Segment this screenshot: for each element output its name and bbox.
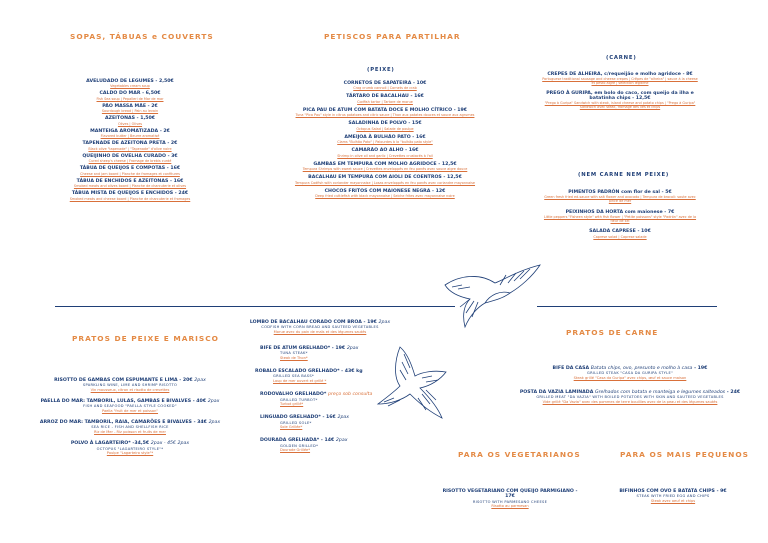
menu-item xyxy=(270,108,500,117)
subsection-peixe: (PEIXE) xyxy=(367,67,395,73)
item-note: 2pax xyxy=(378,320,391,325)
item-english: SEA RICE - FISH AND SHELLFISH RICE xyxy=(91,425,169,430)
item-english: RISOTTO WITH PARMESANO CHEESE xyxy=(472,499,548,504)
item-desc: "Prego à Guripa" Sandwich with steak, island cheese and potato chips | "Prego à Guripa" Sandwich avec steak, fromage des îles et chips xyxy=(544,101,696,110)
item-note: Batata chips, ovo, presunto e molho à casa xyxy=(590,366,693,371)
item-desc: Smoked meats and olives board | Planche de charcuterie et olives xyxy=(73,184,187,189)
subsection-carne: (CARNE) xyxy=(606,55,637,61)
item-french: Steak de Thon* xyxy=(280,355,308,360)
item-title: POLVO À LAGARTEIRO* -34,5€ xyxy=(70,441,150,447)
item-french: Steak avec oeuf et chips xyxy=(650,498,696,503)
menu-item xyxy=(30,104,230,113)
item-desc: Smoked meats and cheese board | Planche de charcuterie et fromages xyxy=(69,196,191,201)
menu-item xyxy=(540,190,700,204)
item-note: 2pax xyxy=(337,415,350,421)
item-desc: Vegetables cream soup xyxy=(110,84,150,89)
item-desc: Olives | Olives xyxy=(117,121,143,126)
section-title-pequenos: PARA OS MAIS PEQUENOS xyxy=(620,450,749,459)
section-title-sopas: SOPAS, TÁBUAS e COUVERTS xyxy=(70,32,214,41)
item-english: CODFISH WITH CORN BREAD AND SAUTEED VEGETABLES xyxy=(261,325,379,330)
item-desc: Black olive "tapenade" | "Tapenade" d'olive noire xyxy=(88,146,172,151)
menu-item xyxy=(260,438,425,452)
item-desc: Caprese salad | Caprese salade xyxy=(593,234,647,239)
menu-item xyxy=(500,366,760,380)
item-title: TÁRTARO DE BACALHAU - 16€ xyxy=(346,94,424,100)
item-desc: Tempura Shrimps with sweet sauce | Crevettes enveloppés en feu panés avec sauce aigre douce xyxy=(302,167,468,172)
item-title: BIFINHOS COM OVO E BATATA CHIPS - 9€ xyxy=(619,489,727,494)
item-title: SALADA CAPRESE - 10€ xyxy=(589,229,651,235)
item-english: TUNA STEAK* xyxy=(280,351,308,356)
item-title: BACALHAU EM TEMPURA COM AIOLI DE COENTROS - 12,5€ xyxy=(308,175,462,181)
item-english: STEAK WITH FRIED EGG AND CHIPS xyxy=(636,494,710,499)
menu-item xyxy=(500,390,760,404)
menu-item xyxy=(30,166,230,175)
item-desc: Flavored butter | Beurre aromatisé xyxy=(100,134,160,139)
item-title: PICA PAU DE ATUM COM BATATA DOCE E MOLHO CÍTRICO - 19€ xyxy=(302,107,468,113)
item-english: OCTOPUS "LAGARTEIRO STYLE"* xyxy=(96,446,164,451)
item-title: TAPENADE DE AZEITONA PRETA - 2€ xyxy=(82,141,178,147)
item-desc: Clams "Bulhão Pato" | Palourdes à la "bulhão pato style" xyxy=(337,140,433,145)
item-french: Risotto au parmesan xyxy=(491,504,529,509)
veg-item xyxy=(440,489,580,508)
item-title: PEIXINHOS DA HORTA com maionese - 7€ xyxy=(565,209,675,215)
item-title: PIMENTOS PADRÓN com flor de sal - 5€ xyxy=(568,190,672,195)
menu-item xyxy=(270,162,500,171)
menu-item xyxy=(215,320,425,334)
menu-item xyxy=(30,91,230,100)
menu-item xyxy=(270,121,500,130)
item-price: - 24€ xyxy=(726,390,741,396)
menu-item xyxy=(20,441,240,455)
item-desc: Deep fried cuttlefish with black mayonnaise | Seiche frites avec mayonnaise noire xyxy=(315,194,455,199)
item-desc: Little peppers "Fisheen style" with fish flower | "Petite poissons" style "Padrón" avec de la fleur de sel xyxy=(543,214,697,224)
seagull-illustration-bottom xyxy=(360,342,470,422)
divider-line xyxy=(537,306,717,307)
kids-item xyxy=(608,489,738,503)
item-title: TÁBUA DE ENCHIDOS E AZEITONAS - 16€ xyxy=(76,178,184,184)
menu-item xyxy=(270,94,500,103)
item-title: PREGO À GURIPA, em bolo do caco, com queijo da ilha e batatinha chips - 12,5€ xyxy=(546,90,694,101)
menu-item xyxy=(20,378,240,392)
menu-item xyxy=(540,91,700,110)
item-french: Morue avec du pain de maïs et des légumes sautés xyxy=(273,329,367,334)
sopas-list xyxy=(30,79,230,204)
item-french: Poulpe "Lagarteiro style"* xyxy=(106,450,154,455)
item-title: RISOTTO DE GAMBAS COM ESPUMANTE E LIMA - 20€ xyxy=(54,378,193,383)
item-desc: Crag crumb cannoli | Cornets de crab xyxy=(353,86,417,91)
item-title: ROBALO ESCALADO GRELHADO* - 43€ kg xyxy=(255,369,363,375)
item-english: FISH AND SEAFOOD "PAELLA STYLE COOKED" xyxy=(83,404,177,409)
menu-item xyxy=(20,420,240,434)
carne-list xyxy=(500,366,760,414)
item-title: BIFE DA CASA xyxy=(552,366,590,371)
item-title: PÃO MASSA MÃE - 2€ xyxy=(102,103,158,109)
item-english: GRILLED SEA BASS* xyxy=(273,374,315,379)
item-desc: Fish Sea soup | Pepalleri de Mar de mar xyxy=(96,96,164,101)
section-title-carne: PRATOS DE CARNE xyxy=(566,328,659,337)
petiscos-peixe-list xyxy=(270,81,500,202)
item-title: QUEIJINHO DE OVELHA CURADO - 3€ xyxy=(82,153,178,159)
item-english: GRILLED TURBOT* xyxy=(280,397,318,402)
item-title: DOURADA GRELHADA* - 14€ xyxy=(260,438,335,444)
item-note: 2pax xyxy=(335,438,348,444)
item-french: Paella "fruit de mer et poisson" xyxy=(101,408,159,413)
item-desc: Cheese and jam board | Planche de fromages et confitures xyxy=(80,171,180,176)
item-english: GRILLED MEAT "DA VAZIA" WITH BOILED POTATOES WITH SKIN AND SAUTEED VEGETABLES xyxy=(536,395,724,400)
item-note: 2pax - 45€ 2pax xyxy=(150,441,190,447)
item-english: GRILLED STEAK "CASA DA GURIPA STYLE" xyxy=(586,371,673,376)
item-title: MANTEIGA AROMATIZADA - 2€ xyxy=(90,128,170,134)
item-desc: Sourdough bread | Pain au levain xyxy=(101,109,159,114)
item-title: RODOVALHO GRELHADO* xyxy=(260,392,327,398)
item-title: GAMBAS EM TEMPURA COM MOLHO AGRIDOCE - 12,5€ xyxy=(313,161,457,167)
item-title: LINGUADO GRELHADO* - 16€ xyxy=(260,415,336,421)
item-title: CORNETOS DE SAPATEIRA - 10€ xyxy=(343,81,427,86)
item-note: 2pax xyxy=(207,399,220,405)
menu-item xyxy=(20,399,240,413)
item-desc: Tuna "Pica Pau" style in citrus potatoes and citric sauce | Thon aux patates douces et sauce aux agrumes xyxy=(295,113,475,118)
item-title: POSTA DA VAZIA LAMINADA xyxy=(519,390,594,396)
menu-item xyxy=(270,135,500,144)
item-french: Sole Grillée* xyxy=(280,424,303,429)
item-english: GOLDEN GRILLED* xyxy=(280,443,319,448)
item-title: CREPES DE ALHEIRA, c/requeijão e molho agridoce - 8€ xyxy=(547,72,693,77)
petiscos-carne-list xyxy=(540,72,700,115)
menu-item xyxy=(30,116,230,125)
item-french: Vide grillé "Da Vazia" avec des pommes de terre bouillies avec de la peau et des légumes sautés xyxy=(542,399,718,404)
item-price: - 19€ xyxy=(694,366,708,371)
item-desc: Octopus Salad | Salade de poulpe xyxy=(356,126,414,131)
section-title-vegetarianos: PARA OS VEGETARIANOS xyxy=(458,450,581,459)
item-note: Grelhados com batata e manteiga e legumes salteados xyxy=(594,390,726,396)
section-title-peixe-marisco: PRATOS DE PEIXE E MARISCO xyxy=(72,334,219,343)
item-title: AZEITONAS - 1,50€ xyxy=(104,116,156,122)
peixe-left-list xyxy=(20,378,240,462)
item-desc: Codfish tartar | Tartare de morue xyxy=(357,99,413,104)
item-french: Turbot grillé* xyxy=(280,401,304,406)
item-title: PAELLA DO MAR: TAMBORIL, LULAS, GAMBAS E BIVALVES - 40€ xyxy=(40,399,207,405)
petiscos-nem-list xyxy=(540,190,700,245)
item-note: 2pax xyxy=(346,346,359,352)
menu-item xyxy=(270,189,500,198)
menu-item xyxy=(30,191,230,200)
item-title: TÁBUA DE QUEIJOS E COMPOTAS - 16€ xyxy=(79,166,181,172)
section-title-petiscos: PETISCOS PARA PARTILHAR xyxy=(324,32,461,41)
item-title: TÁBUA MISTA DE QUEIJOS E ENCHIDOS - 24€ xyxy=(71,191,189,197)
item-title: CHOCOS FRITOS COM MAIONESE NEGRA - 12€ xyxy=(324,188,446,194)
item-desc: Shrimp in olive oil and garlic | Crevettes crustacés à l'ail xyxy=(337,153,433,158)
item-french: Steak grillé "Casa da Guripa" avec chips, œuf et sauce maison xyxy=(573,375,687,380)
menu-item xyxy=(540,210,700,224)
menu-item xyxy=(270,81,500,90)
item-english: GRILLED SOLE* xyxy=(280,420,312,425)
item-french: Vin mousseux, citron et risotto de crevettes xyxy=(90,387,170,392)
item-note: preço sob consulta xyxy=(327,392,373,398)
item-title: CALDO DO MAR - 6,50€ xyxy=(99,91,161,97)
item-note: 2pax xyxy=(208,420,221,426)
divider-line xyxy=(55,306,455,307)
item-desc: Tempura Codfish with coriander mayonnaise | Losas enveloppés en feu panés avec coriandre mayonnaise xyxy=(294,180,476,185)
item-french: Riz de Mer - Riz poisson et fruits de mer xyxy=(94,429,166,434)
menu-item xyxy=(540,72,700,86)
item-english: SPARKLING WINE, LIME AND SHRIMP RISOTTO xyxy=(82,383,178,388)
item-title: LOMBO DE BACALHAU CORADO COM BROA - 19€ xyxy=(249,320,377,325)
menu-item xyxy=(540,229,700,238)
menu-item xyxy=(30,179,230,188)
item-note: 2pax xyxy=(194,378,206,383)
item-title: CAMARÃO AO ALHO - 16€ xyxy=(351,148,419,154)
menu-item xyxy=(270,175,500,184)
menu-item xyxy=(30,129,230,138)
item-title: ARROZ DO MAR: TAMBORIL, RAIA, CAMARÕES E BIVALVES - 34€ xyxy=(39,420,207,426)
item-title: AVELUDADO DE LEGUMES - 2,50€ xyxy=(86,79,174,84)
item-title: AMEIJOA À BULHÃO PATO - 16€ xyxy=(344,134,426,140)
item-desc: Cured sheep's cheese | Fromage de brebis curdé xyxy=(88,159,172,164)
item-french: Dourade Grillée* xyxy=(280,447,311,452)
menu-item xyxy=(30,79,230,88)
item-title: SALADINHA DE POLVO - 15€ xyxy=(348,121,422,127)
menu-item xyxy=(30,154,230,163)
subsection-nem-carne-nem-peixe: (NEM CARNE NEM PEIXE) xyxy=(578,172,670,178)
menu-item xyxy=(30,141,230,150)
menu-item xyxy=(270,148,500,157)
item-french: Loup de mer ouvert et grillé * xyxy=(273,378,327,383)
item-desc: Green fresh fried ed-sauce with salt flower and avocado | Tempura de brocoli: saute avec pince de mer xyxy=(544,195,696,204)
item-title: BIFE DE ATUM GRELHADO* - 19€ xyxy=(260,346,346,352)
item-title: RISOTTO VEGETARIANO COM QUEIJO PARMIGIANO - 17€ xyxy=(442,489,578,500)
item-desc: Portuguese traditional sausage and cheese crepes | Crêpes de "alheira" | sauce à la cheese et pesto aigre | sélection légitime xyxy=(542,77,698,86)
seagull-illustration-top xyxy=(440,255,550,335)
